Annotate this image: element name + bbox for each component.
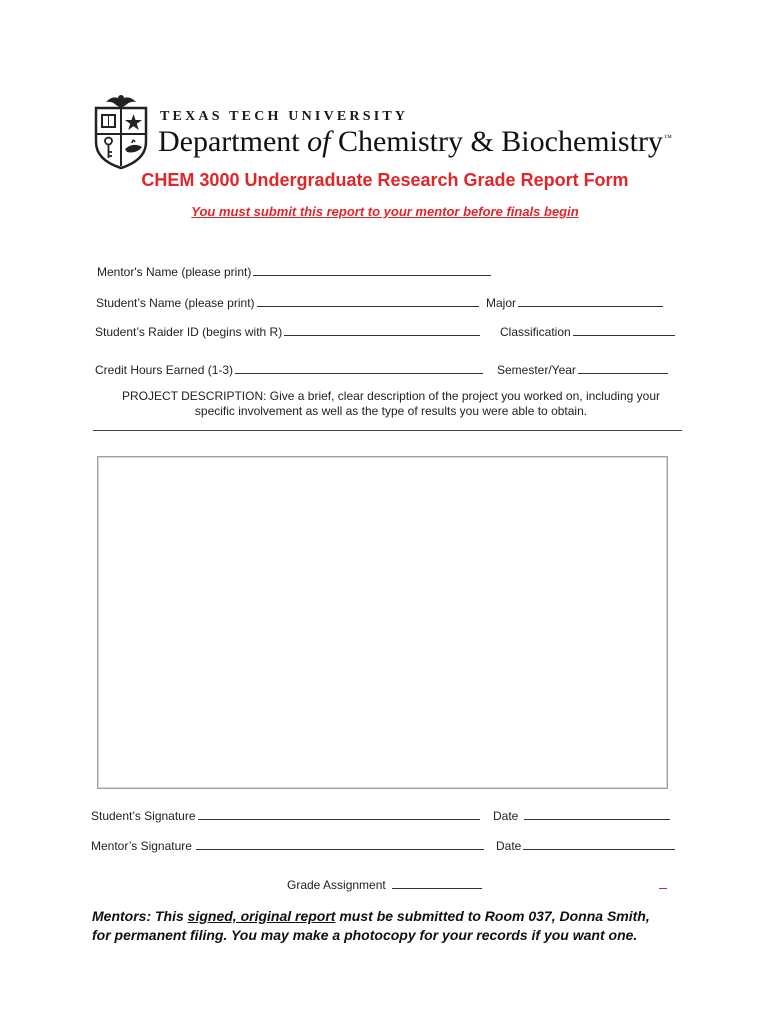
major-field[interactable] <box>486 295 663 310</box>
university-name: TEXAS TECH UNIVERSITY <box>160 109 409 124</box>
department-name-of: of <box>307 125 331 158</box>
student-date-field[interactable] <box>493 808 670 823</box>
credit-hours-line[interactable] <box>235 362 483 374</box>
department-name-post: Chemistry & Biochemistry <box>330 125 663 158</box>
divider <box>93 430 682 431</box>
raider-id-label: Student’s Raider ID (begins with R) <box>95 325 283 339</box>
student-date-line[interactable] <box>524 808 670 820</box>
student-name-field[interactable] <box>96 295 479 310</box>
mentor-name-line[interactable] <box>253 264 491 276</box>
classification-field[interactable] <box>500 324 675 339</box>
semester-year-label: Semester/Year <box>497 363 576 377</box>
student-signature-field[interactable] <box>91 808 480 823</box>
red-mark <box>659 888 667 889</box>
mentor-signature-field[interactable] <box>91 838 484 853</box>
project-description-input[interactable] <box>97 456 668 789</box>
project-description-line1: PROJECT DESCRIPTION: Give a brief, clear description of the project you worked on, including your <box>121 389 660 403</box>
student-name-label: Student’s Name (please print) <box>96 296 255 310</box>
student-signature-line[interactable] <box>198 808 480 820</box>
raider-id-field[interactable] <box>95 324 480 339</box>
mentor-name-label: Mentor's Name (please print) <box>97 265 252 279</box>
form-subtitle: You must submit this report to your mentor before finals begin <box>191 204 579 219</box>
mentor-name-field[interactable] <box>97 264 491 279</box>
mentor-date-line[interactable] <box>523 838 675 850</box>
student-date-label: Date <box>493 809 519 823</box>
raider-id-line[interactable] <box>284 324 480 336</box>
department-name-pre: Department <box>158 125 308 158</box>
university-seal-icon <box>92 92 150 170</box>
department-name <box>158 125 672 159</box>
project-description-line2: specific involvement as well as the type of results you were able to obtain. <box>194 404 588 418</box>
credit-hours-field[interactable] <box>95 362 483 377</box>
grade-assignment-field[interactable] <box>287 877 482 892</box>
mentor-signature-line[interactable] <box>196 838 484 850</box>
semester-year-field[interactable] <box>497 362 668 377</box>
credit-hours-label: Credit Hours Earned (1-3) <box>95 363 234 377</box>
footer-note-underlined: signed, original report <box>187 908 336 924</box>
mentor-signature-label: Mentor’s Signature <box>91 839 192 853</box>
trademark-mark: ™ <box>663 133 672 142</box>
footer-note-part2: must be submitted to Room 037, Donna Smith, for permanent filing. You may make a photocopy for your records if you want one. <box>92 908 650 943</box>
student-signature-label: Student’s Signature <box>91 809 196 823</box>
major-label: Major <box>486 296 517 310</box>
semester-year-line[interactable] <box>578 362 668 374</box>
classification-line[interactable] <box>573 324 675 336</box>
mentor-date-field[interactable] <box>496 838 675 853</box>
form-title: CHEM 3000 Undergraduate Research Grade Report Form <box>141 170 629 190</box>
major-line[interactable] <box>518 295 663 307</box>
grade-assignment-line[interactable] <box>392 877 482 889</box>
student-name-line[interactable] <box>257 295 479 307</box>
grade-assignment-label: Grade Assignment <box>287 878 386 892</box>
mentor-date-label: Date <box>496 839 522 853</box>
classification-label: Classification <box>500 325 571 339</box>
footer-note <box>92 907 672 945</box>
footer-note-part1: Mentors: This <box>92 908 188 924</box>
project-description-instructions <box>96 389 686 419</box>
